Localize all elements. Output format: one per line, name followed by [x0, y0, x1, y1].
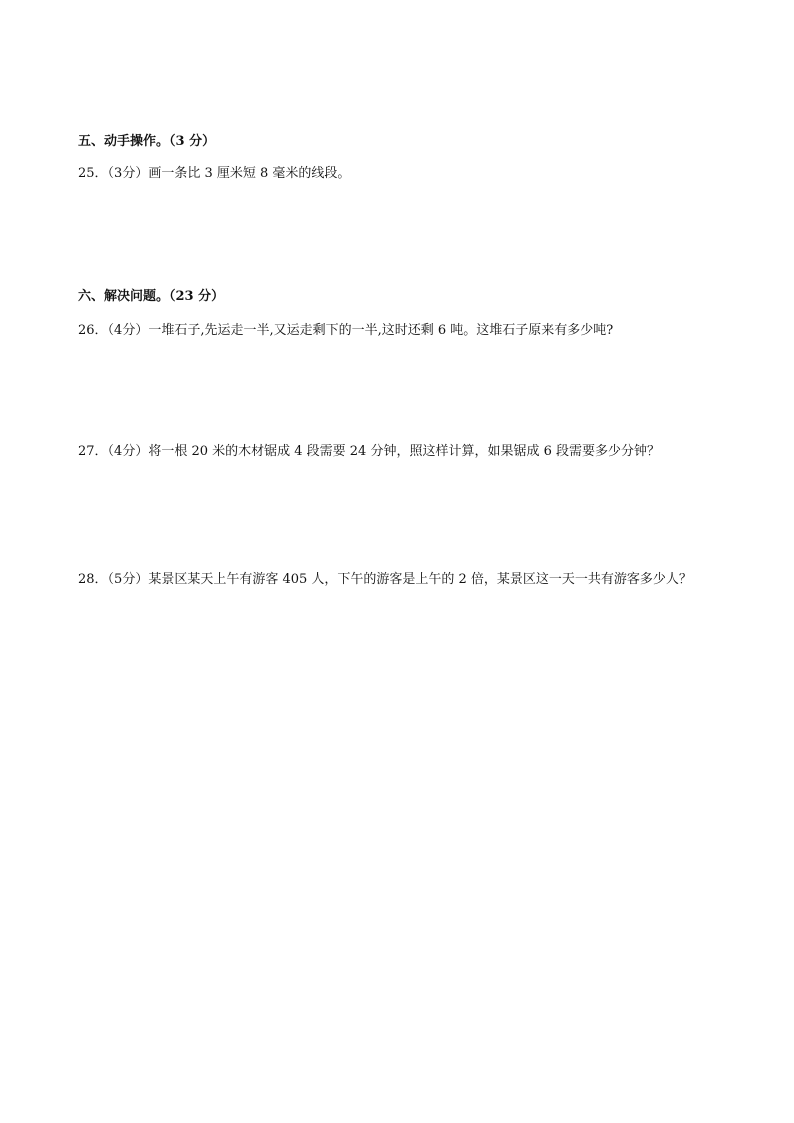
question-28: 28．（5分）某景区某天上午有游客 405 人，下午的游客是上午的 2 倍，某景区这一天一共有游客多少人？: [78, 572, 692, 587]
section-heading-hands-on: 五、动手操作。（3 分）: [78, 134, 216, 149]
section-heading-problem-solving: 六、解决问题。（23 分）: [78, 289, 225, 304]
question-25: 25．（3分）画一条比 3 厘米短 8 毫米的线段。: [78, 166, 351, 181]
question-26: 26．（4分）一堆石子,先运走一半,又运走剩下的一半,这时还剩 6 吨。这堆石子原来有多少吨?: [78, 323, 614, 338]
question-27: 27．（4分）将一根 20 米的木材锯成 4 段需要 24 分钟，照这样计算，如果锯成 6 段需要多少分钟？: [78, 444, 660, 459]
